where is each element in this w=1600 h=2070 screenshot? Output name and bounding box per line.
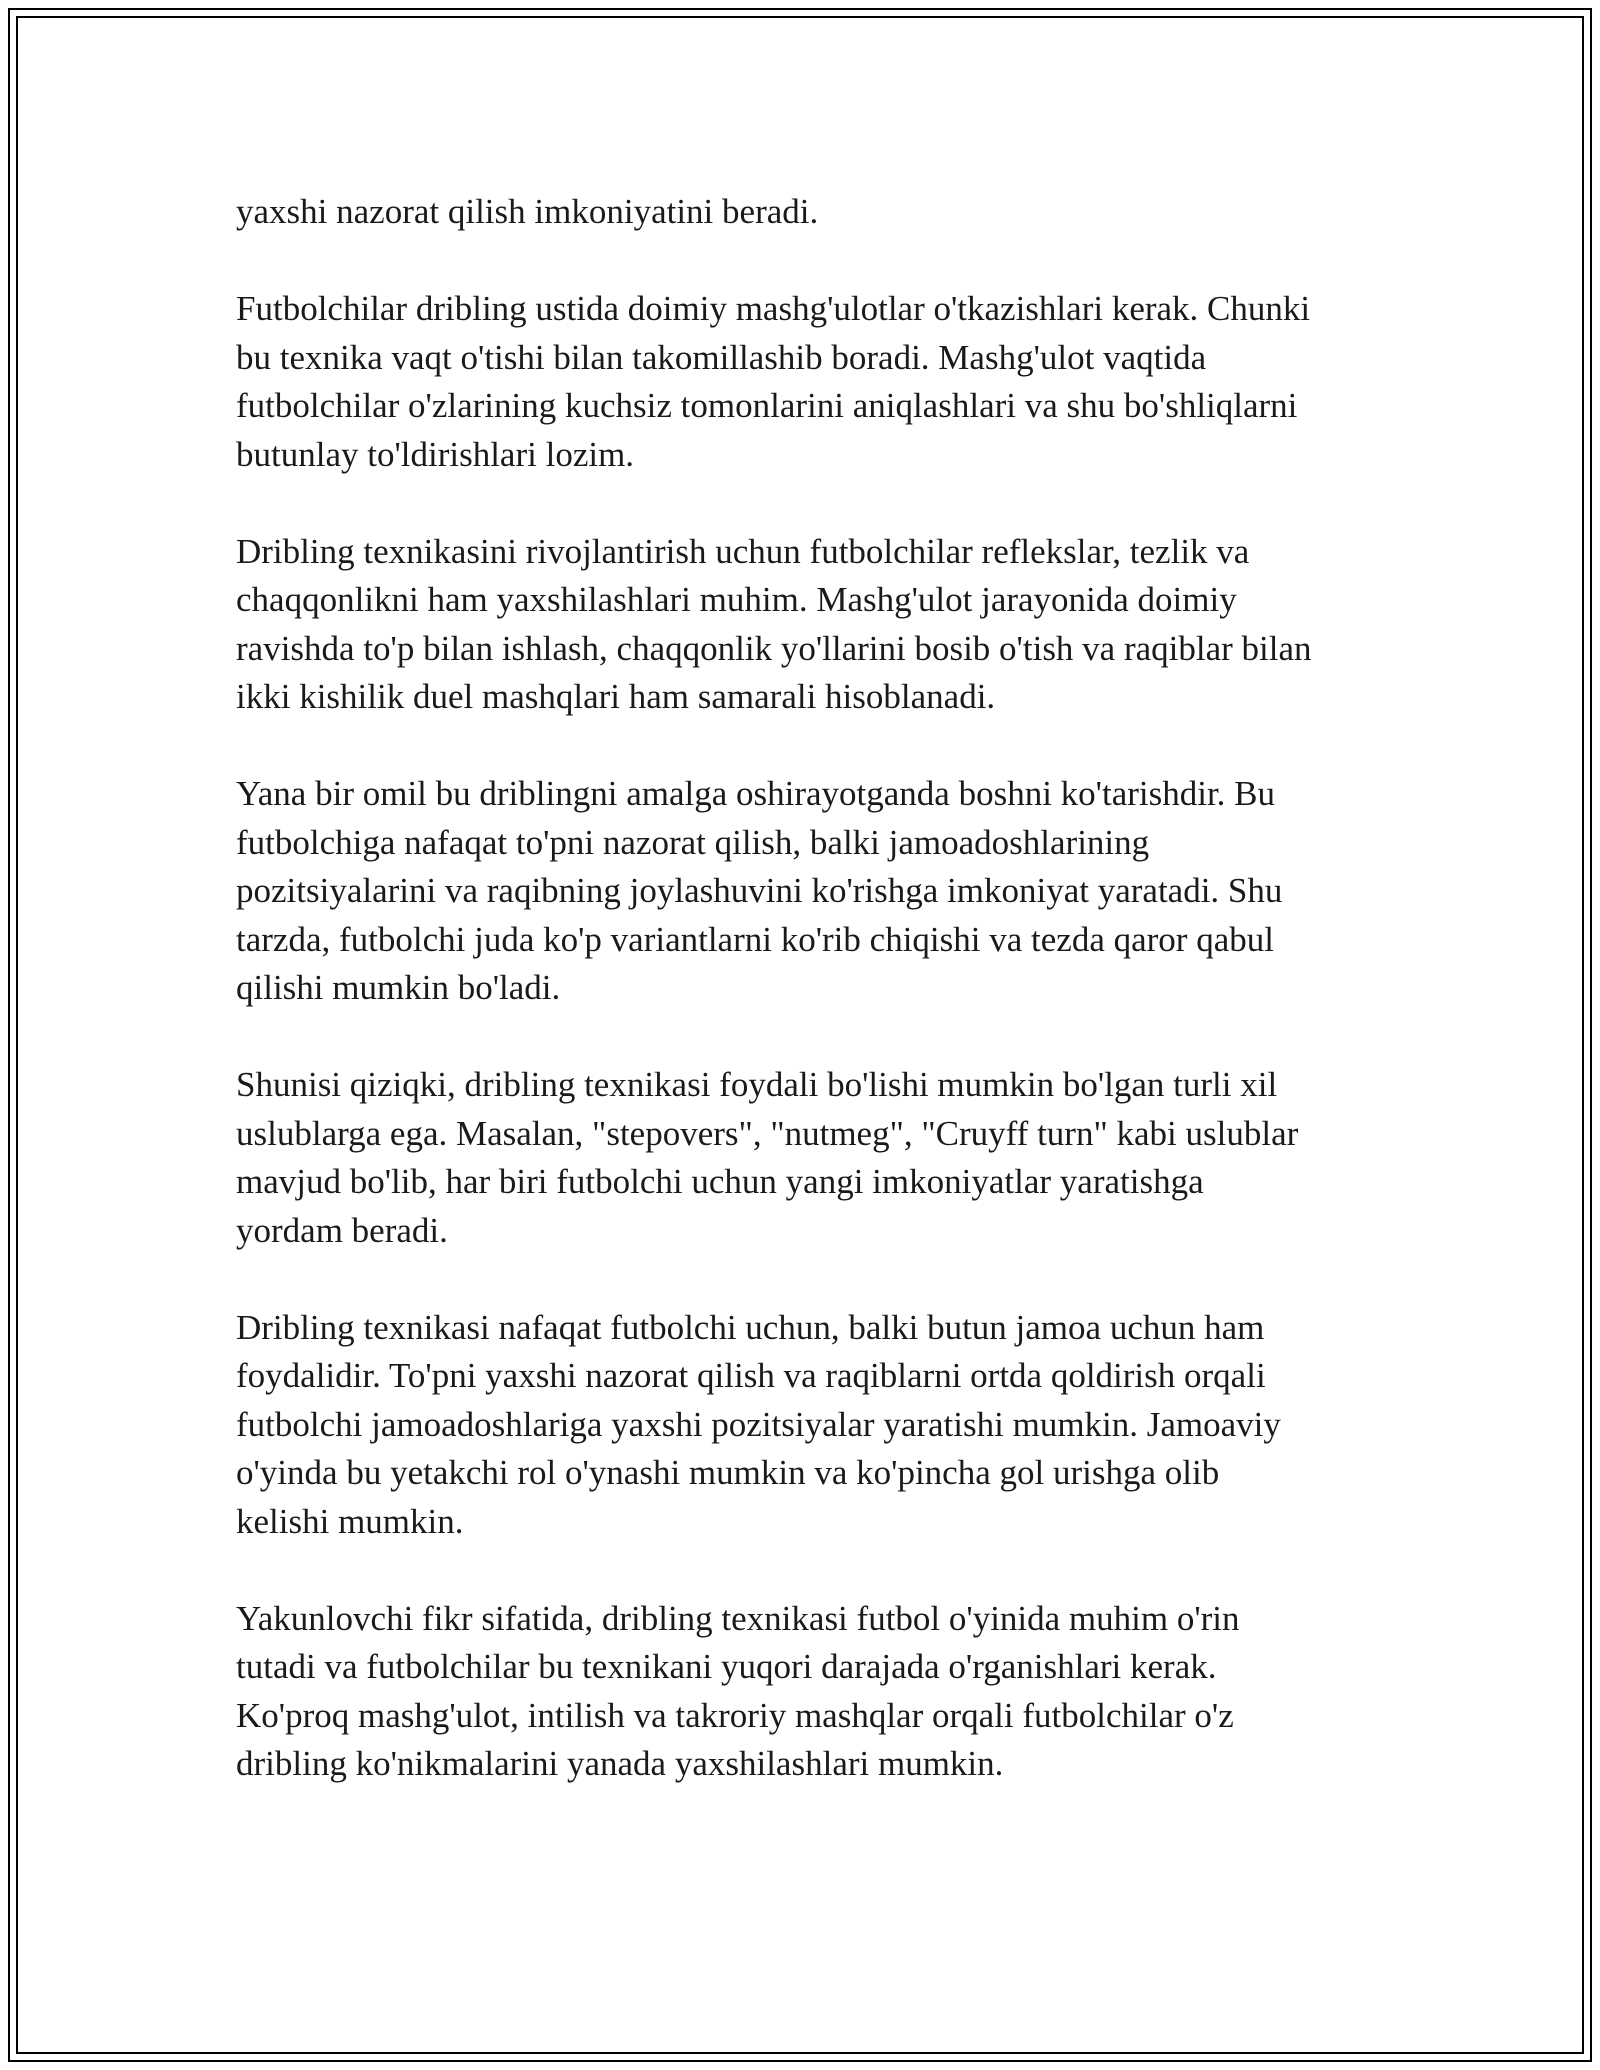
text-line: Yana bir omil bu driblingni amalga oshirayotganda boshni ko'tarishdir. Bu bbox=[236, 774, 1276, 813]
text-line: yaxshi nazorat qilish imkoniyatini beradi. bbox=[236, 192, 819, 231]
text-line: butunlay to'ldirishlari lozim. bbox=[236, 434, 635, 474]
text-line: chaqqonlikni ham yaxshilashlari muhim. Mashg'ulot jarayonida doimiy bbox=[236, 580, 1237, 619]
paragraph-5 bbox=[236, 1061, 1384, 1255]
paragraph-2 bbox=[236, 285, 1384, 479]
text-line: uslublarga ega. Masalan, "stepovers", "nutmeg", "Cruyff turn" kabi uslublar bbox=[236, 1113, 1299, 1153]
text-line: dribling ko'nikmalarini yanada yaxshilashlari mumkin. bbox=[236, 1744, 1004, 1783]
paragraph-4 bbox=[236, 770, 1384, 1013]
document-body bbox=[236, 188, 1384, 1837]
text-line: o'yinda bu yetakchi rol o'ynashi mumkin va ko'pincha gol urishga olib bbox=[236, 1453, 1220, 1492]
text-line: foydalidir. To'pni yaxshi nazorat qilish va raqiblarni ortda qoldirish orqali bbox=[236, 1356, 1266, 1395]
text-line: Futbolchilar dribling ustida doimiy mashg'ulotlar o'tkazishlari kerak. Chunki bbox=[236, 289, 1311, 328]
paragraph-6 bbox=[236, 1304, 1384, 1547]
text-line: ikki kishilik duel mashqlari ham samarali hisoblanadi. bbox=[236, 677, 996, 716]
text-line: bu texnika vaqt o'tishi bilan takomillashib boradi. Mashg'ulot vaqtida bbox=[236, 337, 1207, 377]
text-line: tarzda, futbolchi juda ko'p variantlarni ko'rib chiqishi va tezda qaror qabul bbox=[236, 919, 1274, 959]
text-line: pozitsiyalarini va raqibning joylashuvini ko'rishga imkoniyat yaratadi. Shu bbox=[236, 871, 1283, 910]
text-line: Ko'proq mashg'ulot, intilish va takroriy mashqlar orqali futbolchilar o'z bbox=[236, 1695, 1234, 1735]
text-line: Yakunlovchi fikr sifatida, dribling texnikasi futbol o'yinida muhim o'rin bbox=[236, 1598, 1240, 1638]
text-line: futbolchi jamoadoshlariga yaxshi pozitsiyalar yaratishi mumkin. Jamoaviy bbox=[236, 1404, 1281, 1444]
text-line: tutadi va futbolchilar bu texnikani yuqori darajada o'rganishlari kerak. bbox=[236, 1647, 1217, 1686]
paragraph-1 bbox=[236, 188, 1384, 237]
text-line: yordam beradi. bbox=[236, 1210, 448, 1250]
text-line: Dribling texnikasi nafaqat futbolchi uchun, balki butun jamoa uchun ham bbox=[236, 1307, 1265, 1347]
text-line: futbolchiga nafaqat to'pni nazorat qilish, balki jamoadoshlarining bbox=[236, 822, 1150, 862]
text-line: futbolchilar o'zlarining kuchsiz tomonlarini aniqlashlari va shu bo'shliqlarni bbox=[236, 386, 1298, 425]
text-line: qilishi mumkin bo'ladi. bbox=[236, 968, 561, 1007]
text-line: kelishi mumkin. bbox=[236, 1501, 464, 1541]
text-line: ravishda to'p bilan ishlash, chaqqonlik yo'llarini bosib o'tish va raqiblar bilan bbox=[236, 628, 1312, 668]
paragraph-3 bbox=[236, 528, 1384, 722]
text-line: mavjud bo'lib, har biri futbolchi uchun yangi imkoniyatlar yaratishga bbox=[236, 1162, 1204, 1201]
text-line: Dribling texnikasini rivojlantirish uchun futbolchilar reflekslar, tezlik va bbox=[236, 531, 1250, 571]
paragraph-7 bbox=[236, 1595, 1384, 1789]
text-line: Shunisi qiziqki, dribling texnikasi foydali bo'lishi mumkin bo'lgan turli xil bbox=[236, 1065, 1278, 1104]
